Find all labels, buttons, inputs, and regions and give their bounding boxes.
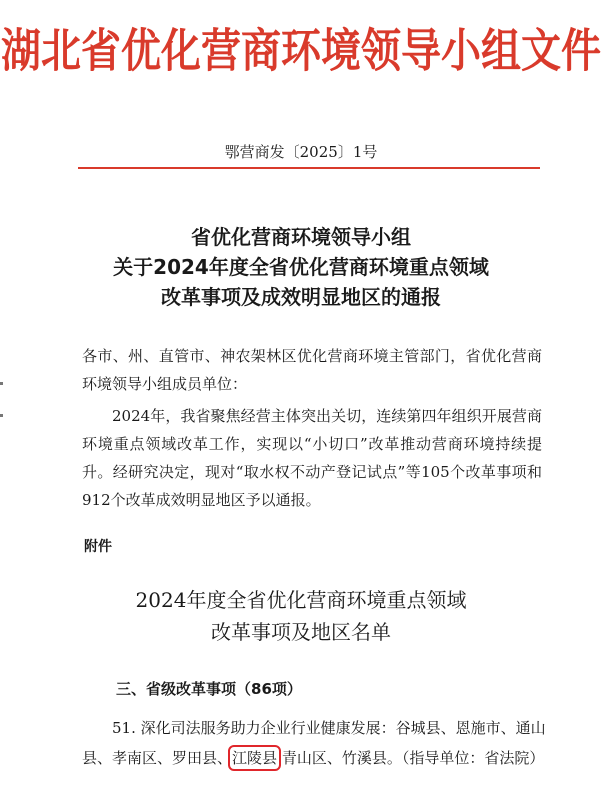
- notice-title: [0, 222, 602, 312]
- notice-title-line-3: 改革事项及成效明显地区的通报: [161, 285, 441, 309]
- item-51-rest-text: 青山区、竹溪县。（指导单位：省法院）: [281, 749, 545, 767]
- recipients-paragraph: 各市、州、直管市、神农架林区优化营商环境主管部门，省优化营商环境领导小组成员单位：: [82, 347, 542, 393]
- highlighted-county: 江陵县: [232, 749, 278, 767]
- item-51-lead-text: 51. 深化司法服务助力企业行业健康发展：谷城县、恩施市、通山县、孝南区、罗田县、: [82, 719, 546, 767]
- issuer-header: 湖北省优化营商环境领导小组文件: [1, 23, 601, 78]
- section-heading: 三、省级改革事项（86项）: [116, 680, 302, 698]
- margin-mark: [0, 382, 3, 385]
- attachment-title-line-1: 2024年度全省优化营商环境重点领域: [135, 588, 467, 612]
- attachment-title-line-2: 改革事项及地区名单: [211, 620, 391, 644]
- body-paragraph: 2024年，我省聚焦经营主体突出关切，连续第四年组织开展营商环境重点领域改革工作，实现以“小切口”改革推动营商环境持续提升。经研究决定，现对“取水权不动产登记试点”等105个改革事项和912个改革成效明显地区予以通报。: [82, 407, 542, 509]
- notice-title-line-2: 关于2024年度全省优化营商环境重点领域: [113, 255, 489, 279]
- attachment-label: 附件: [84, 539, 112, 555]
- notice-title-line-1: 省优化营商环境领导小组: [191, 225, 411, 249]
- red-divider-line: [78, 167, 540, 169]
- document-number: 鄂营商发〔2025〕1号: [224, 143, 378, 161]
- list-item-51: [82, 713, 552, 773]
- margin-mark: [0, 414, 3, 417]
- attachment-title: [0, 584, 602, 648]
